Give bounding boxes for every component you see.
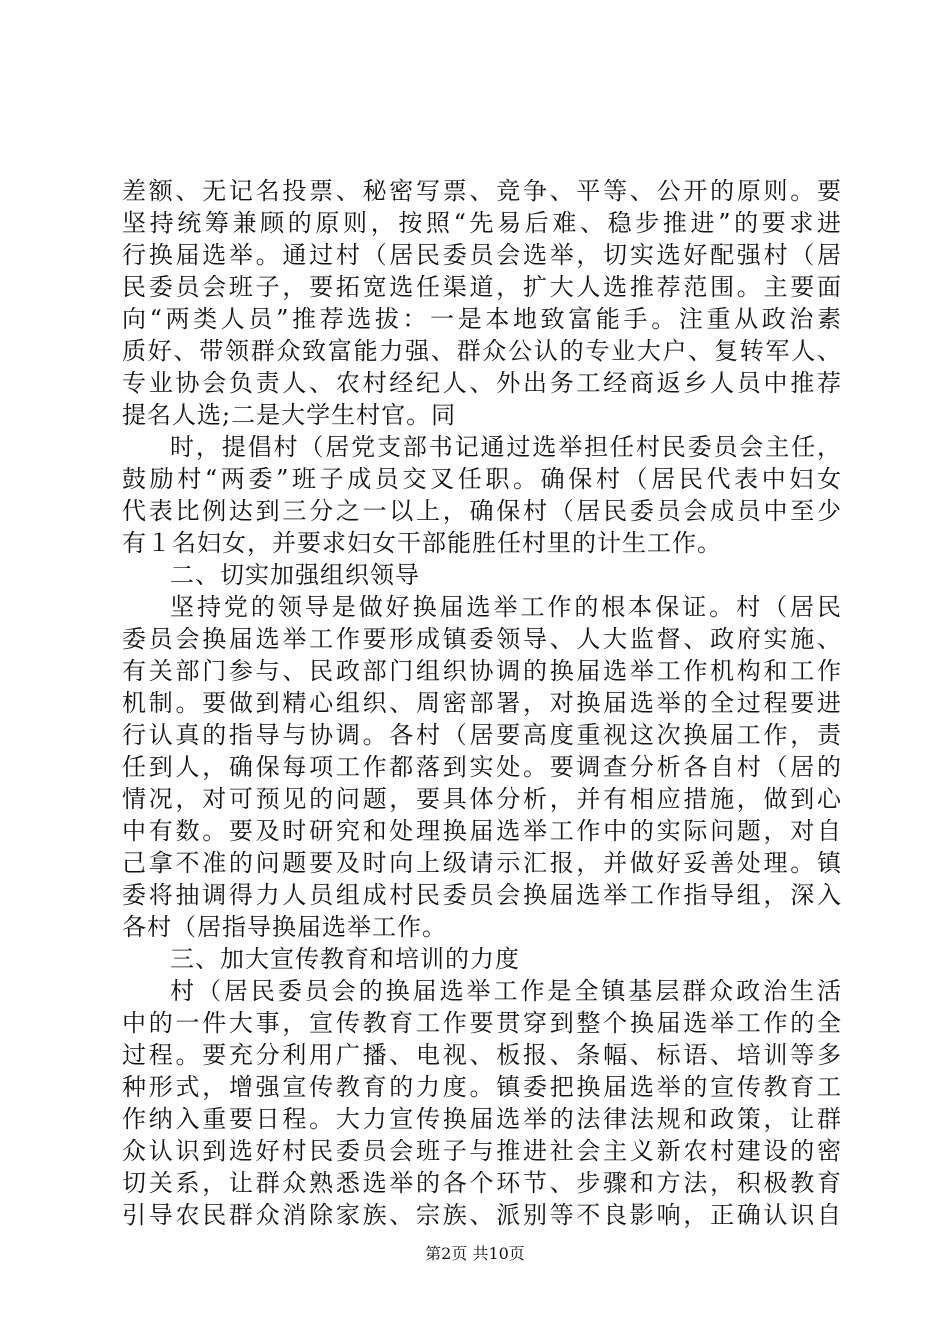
- text-line: 村（居民委员会的换届选举工作是全镇基层群众政治生活: [170, 977, 842, 1005]
- text-line: 作纳入重要日程。大力宣传换届选举的法律法规和政策，让群: [122, 1105, 842, 1133]
- page-footer: [0, 1244, 950, 1264]
- text-line: 时，提倡村（居党支部书记通过选举担任村民委员会主任，: [170, 433, 842, 461]
- text-line: 有１名妇女，并要求妇女干部能胜任村里的计生工作。: [122, 529, 722, 557]
- text-line: 坚持党的领导是做好换届选举工作的根本保证。村（居民: [170, 593, 842, 621]
- text-line: 三、加大宣传教育和培训的力度: [170, 945, 520, 973]
- text-line: 委员会换届选举工作要形成镇委领导、人大监督、政府实施、: [122, 625, 842, 653]
- text-line: 众认识到选好村民委员会班子与推进社会主义新农村建设的密: [122, 1137, 842, 1165]
- text-line: 二、切实加强组织领导: [170, 561, 420, 589]
- text-line: 己拿不准的问题要及时向上级请示汇报，并做好妥善处理。镇: [122, 849, 842, 877]
- text-line: 有关部门参与、民政部门组织协调的换届选举工作机构和工作: [122, 657, 842, 685]
- document-body: [122, 175, 842, 1231]
- text-line: 鼓励村“两委”班子成员交叉任职。确保村（居民代表中妇女: [122, 465, 842, 493]
- text-line: 机制。要做到精心组织、周密部署，对换届选举的全过程要进: [122, 689, 842, 717]
- text-line: 代表比例达到三分之一以上，确保村（居民委员会成员中至少: [122, 497, 842, 525]
- text-line: 各村（居指导换届选举工作。: [122, 913, 447, 941]
- text-line: 行换届选举。通过村（居民委员会选举，切实选好配强村（居: [122, 241, 842, 269]
- text-line: 中有数。要及时研究和处理换届选举工作中的实际问题，对自: [122, 817, 842, 845]
- text-line: 行认真的指导与协调。各村（居要高度重视这次换届工作，责: [122, 721, 842, 749]
- text-line: 质好、带领群众致富能力强、群众公认的专业大户、复转军人、: [122, 337, 842, 365]
- text-line: 差额、无记名投票、秘密写票、竞争、平等、公开的原则。要: [122, 177, 842, 205]
- text-line: 提名人选;二是大学生村官。同: [122, 401, 457, 429]
- text-line: 专业协会负责人、农村经纪人、外出务工经商返乡人员中推荐: [122, 369, 842, 397]
- text-line: 委将抽调得力人员组成村民委员会换届选举工作指导组，深入: [122, 881, 842, 909]
- text-line: 情况，对可预见的问题，要具体分析，并有相应措施，做到心: [122, 785, 842, 813]
- text-line: 坚持统筹兼顾的原则，按照“先易后难、稳步推进”的要求进: [122, 209, 842, 237]
- text-line: 切关系，让群众熟悉选举的各个环节、步骤和方法，积极教育: [122, 1169, 842, 1197]
- text-line: 任到人，确保每项工作都落到实处。要调查分析各自村（居的: [122, 753, 842, 781]
- text-line: 民委员会班子，要拓宽选任渠道，扩大人选推荐范围。主要面: [122, 273, 842, 301]
- text-line: 中的一件大事，宣传教育工作要贯穿到整个换届选举工作的全: [122, 1009, 842, 1037]
- text-line: 种形式，增强宣传教育的力度。镇委把换届选举的宣传教育工: [122, 1073, 842, 1101]
- text-line: 引导农民群众消除家族、宗族、派别等不良影响，正确认识自: [122, 1201, 842, 1229]
- page-number-label: 第2页 共10页: [425, 1244, 525, 1263]
- text-line: 向“两类人员”推荐选拔：一是本地致富能手。注重从政治素: [122, 305, 842, 333]
- text-line: 过程。要充分利用广播、电视、板报、条幅、标语、培训等多: [122, 1041, 842, 1069]
